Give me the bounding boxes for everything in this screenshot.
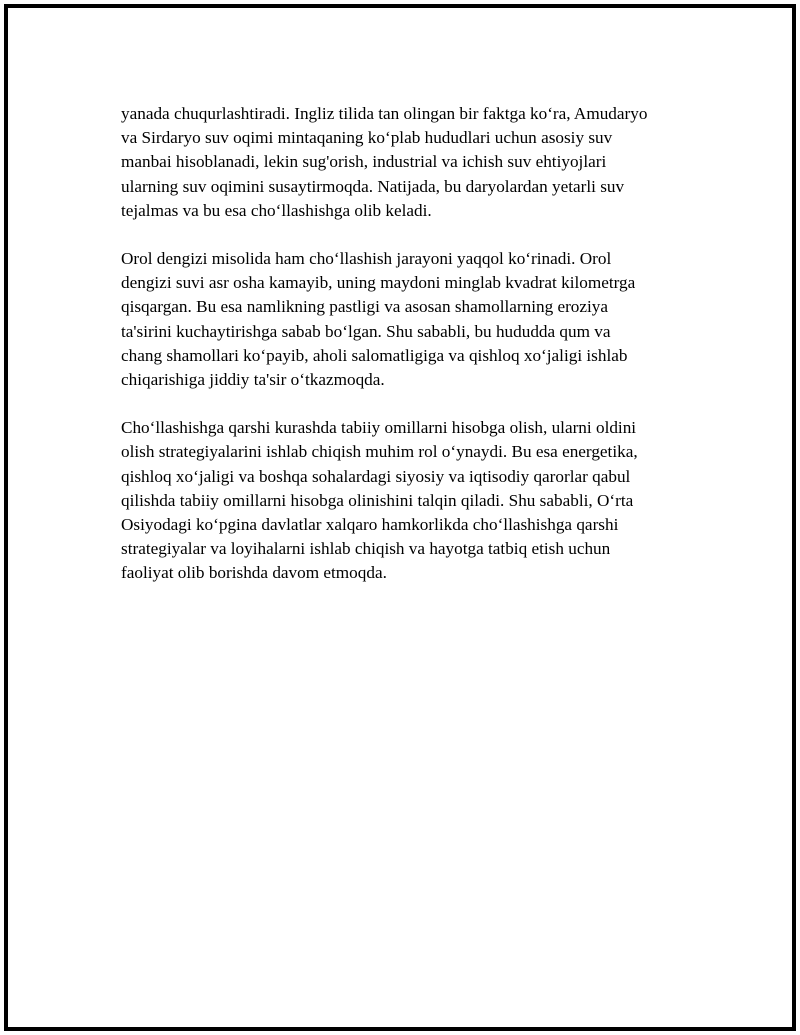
document-page	[4, 4, 796, 1031]
text-line: strategiyalar va loyihalarni ishlab chiqish va hayotga tatbiq etish uchun	[121, 539, 611, 559]
text-line: yanada chuqurlashtiradi. Ingliz tilida tan olingan bir faktga ko‘ra, Amudaryo	[121, 104, 648, 123]
text-line: qishloq xo‘jaligi va boshqa sohalardagi siyosiy va iqtisodiy qarorlar qabul	[121, 466, 631, 486]
text-line: manbai hisoblanadi, lekin sug'orish, industrial va ichish suv ehtiyojlari	[121, 152, 607, 172]
text-line: va Sirdaryo suv oqimi mintaqaning ko‘plab hududlari uchun asosiy suv	[121, 128, 613, 148]
paragraph-3	[121, 416, 696, 585]
text-line: chiqarishiga jiddiy ta'sir o‘tkazmoqda.	[121, 370, 385, 390]
paragraph-1	[121, 102, 696, 223]
text-line: ta'sirini kuchaytirishga sabab bo‘lgan. Shu sababli, bu hududda qum va	[121, 321, 611, 341]
text-line: dengizi suvi asr osha kamayib, uning maydoni minglab kvadrat kilometrga	[121, 273, 636, 293]
paragraph-2	[121, 247, 696, 392]
text-line: Orol dengizi misolida ham cho‘llashish jarayoni yaqqol ko‘rinadi. Orol	[121, 249, 612, 269]
document-body	[121, 102, 696, 610]
text-line: qisqargan. Bu esa namlikning pastligi va asosan shamollarning eroziya	[121, 297, 609, 317]
text-line: olish strategiyalarini ishlab chiqish muhim rol o‘ynaydi. Bu esa energetika,	[121, 442, 638, 462]
text-line: qilishda tabiiy omillarni hisobga olinishini talqin qiladi. Shu sababli, O‘rta	[121, 490, 634, 510]
text-line: Osiyodagi ko‘pgina davlatlar xalqaro hamkorlikda cho‘llashishga qarshi	[121, 515, 619, 535]
text-line: faoliyat olib borishda davom etmoqda.	[121, 563, 387, 583]
text-line: ularning suv oqimini susaytirmoqda. Natijada, bu daryolardan yetarli suv	[121, 176, 625, 196]
text-line: chang shamollari ko‘payib, aholi salomatligiga va qishloq xo‘jaligi ishlab	[121, 345, 628, 365]
text-line: Cho‘llashishga qarshi kurashda tabiiy omillarni hisobga olish, ularni oldini	[121, 418, 637, 438]
text-line: tejalmas va bu esa cho‘llashishga olib keladi.	[121, 200, 432, 220]
